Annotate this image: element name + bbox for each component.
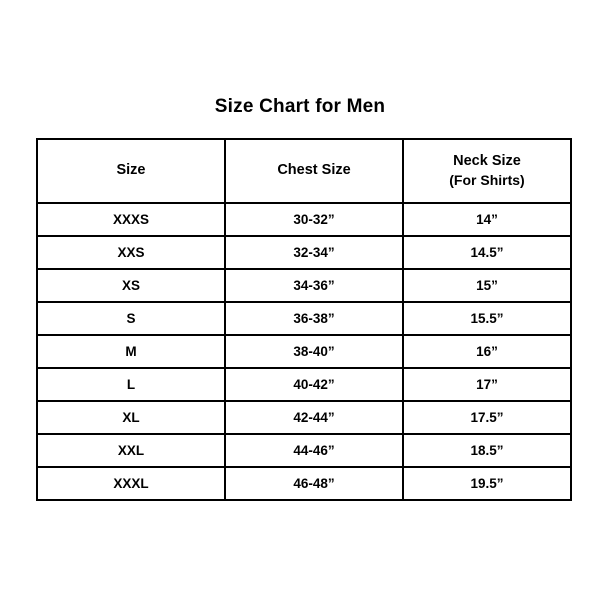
cell-neck: 14.5” [403, 236, 571, 269]
table-row [37, 335, 571, 368]
column-header-neck-size-sublabel: (For Shirts) [449, 172, 525, 189]
cell-size: XS [37, 269, 225, 302]
table-row [37, 269, 571, 302]
cell-neck: 18.5” [403, 434, 571, 467]
cell-neck: 17.5” [403, 401, 571, 434]
cell-neck: 19.5” [403, 467, 571, 500]
cell-neck: 17” [403, 368, 571, 401]
cell-neck: 15” [403, 269, 571, 302]
cell-size: XXS [37, 236, 225, 269]
cell-chest: 44-46” [225, 434, 403, 467]
column-header-chest-size-label: Chest Size [277, 162, 351, 179]
cell-size: XXXL [37, 467, 225, 500]
cell-size: XXXS [37, 203, 225, 236]
table-header-row [37, 139, 571, 203]
cell-size: S [37, 302, 225, 335]
table-row [37, 236, 571, 269]
column-header-neck-size [403, 139, 571, 203]
cell-neck: 15.5” [403, 302, 571, 335]
table-header [37, 139, 571, 203]
cell-chest: 36-38” [225, 302, 403, 335]
cell-neck: 14” [403, 203, 571, 236]
cell-chest: 34-36” [225, 269, 403, 302]
cell-chest: 30-32” [225, 203, 403, 236]
page-title: Size Chart for Men [214, 96, 386, 117]
cell-chest: 42-44” [225, 401, 403, 434]
cell-size: XXL [37, 434, 225, 467]
table-body [37, 203, 571, 500]
cell-size: M [37, 335, 225, 368]
table-row [37, 467, 571, 500]
table-row [37, 302, 571, 335]
column-header-size [37, 139, 225, 203]
cell-chest: 38-40” [225, 335, 403, 368]
table-row [37, 401, 571, 434]
cell-chest: 40-42” [225, 368, 403, 401]
cell-neck: 16” [403, 335, 571, 368]
cell-chest: 32-34” [225, 236, 403, 269]
table-row [37, 203, 571, 236]
column-header-size-label: Size [116, 162, 146, 179]
table-row [37, 368, 571, 401]
column-header-chest-size [225, 139, 403, 203]
cell-chest: 46-48” [225, 467, 403, 500]
column-header-neck-size-label: Neck Size [453, 152, 521, 169]
table-row [37, 434, 571, 467]
cell-size: L [37, 368, 225, 401]
size-chart-table [36, 138, 572, 501]
cell-size: XL [37, 401, 225, 434]
